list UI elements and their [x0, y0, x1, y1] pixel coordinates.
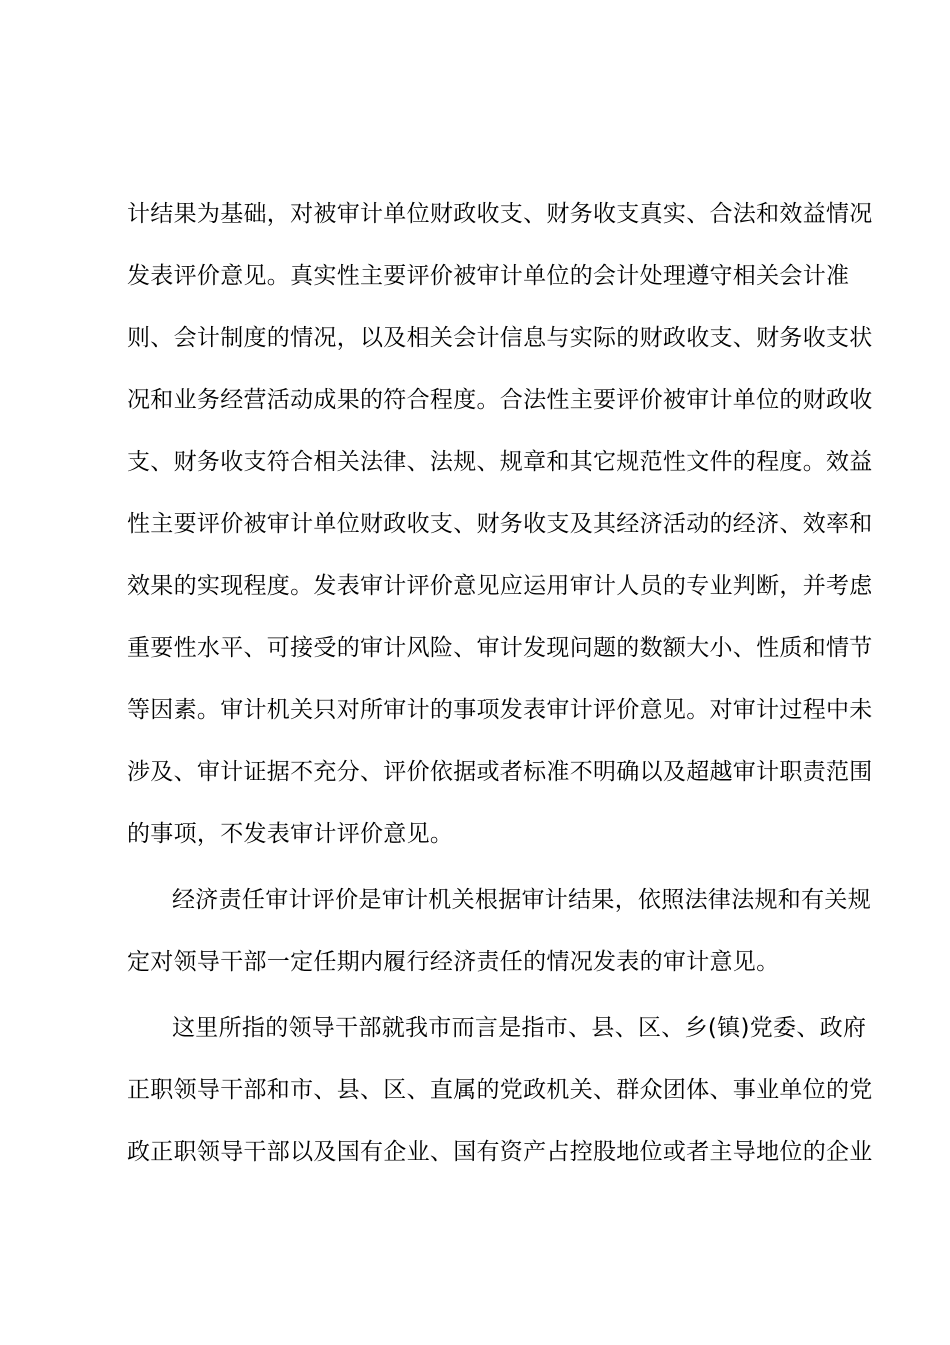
text-line: 定对领导干部一定任期内履行经济责任的情况发表的审计意见。 — [127, 949, 780, 975]
text-line: 正职领导干部和市、县、区、直属的党政机关、群众团体、事业单位的党 — [127, 1077, 873, 1103]
paragraph-first-line: 这里所指的领导干部就我市而言是指市、县、区、乡(镇)党委、政府 — [172, 1015, 867, 1041]
paragraph-first-line: 经济责任审计评价是审计机关根据审计结果，依照法律法规和有关规 — [172, 887, 871, 913]
text-line: 支、财务收支符合相关法律、法规、规章和其它规范性文件的程度。效益 — [127, 449, 873, 475]
text-line: 等因素。审计机关只对所审计的事项发表审计评价意见。对审计过程中未 — [127, 697, 873, 723]
text-line: 效果的实现程度。发表审计评价意见应运用审计人员的专业判断，并考虑 — [127, 573, 873, 599]
text-line: 重要性水平、可接受的审计风险、审计发现问题的数额大小、性质和情节 — [127, 635, 873, 661]
text-line: 政正职领导干部以及国有企业、国有资产占控股地位或者主导地位的企业 — [127, 1139, 873, 1165]
text-line: 的事项，不发表审计评价意见。 — [127, 821, 454, 847]
text-line: 计结果为基础，对被审计单位财政收支、财务收支真实、合法和效益情况 — [127, 201, 873, 227]
text-line: 发表评价意见。真实性主要评价被审计单位的会计处理遵守相关会计准 — [127, 263, 850, 289]
text-line: 涉及、审计证据不充分、评价依据或者标准不明确以及超越审计职责范围 — [127, 759, 873, 785]
text-line: 性主要评价被审计单位财政收支、财务收支及其经济活动的经济、效率和 — [127, 511, 873, 537]
text-line: 则、会计制度的情况，以及相关会计信息与实际的财政收支、财务收支状 — [127, 325, 873, 351]
text-line: 况和业务经营活动成果的符合程度。合法性主要评价被审计单位的财政收 — [127, 387, 873, 413]
